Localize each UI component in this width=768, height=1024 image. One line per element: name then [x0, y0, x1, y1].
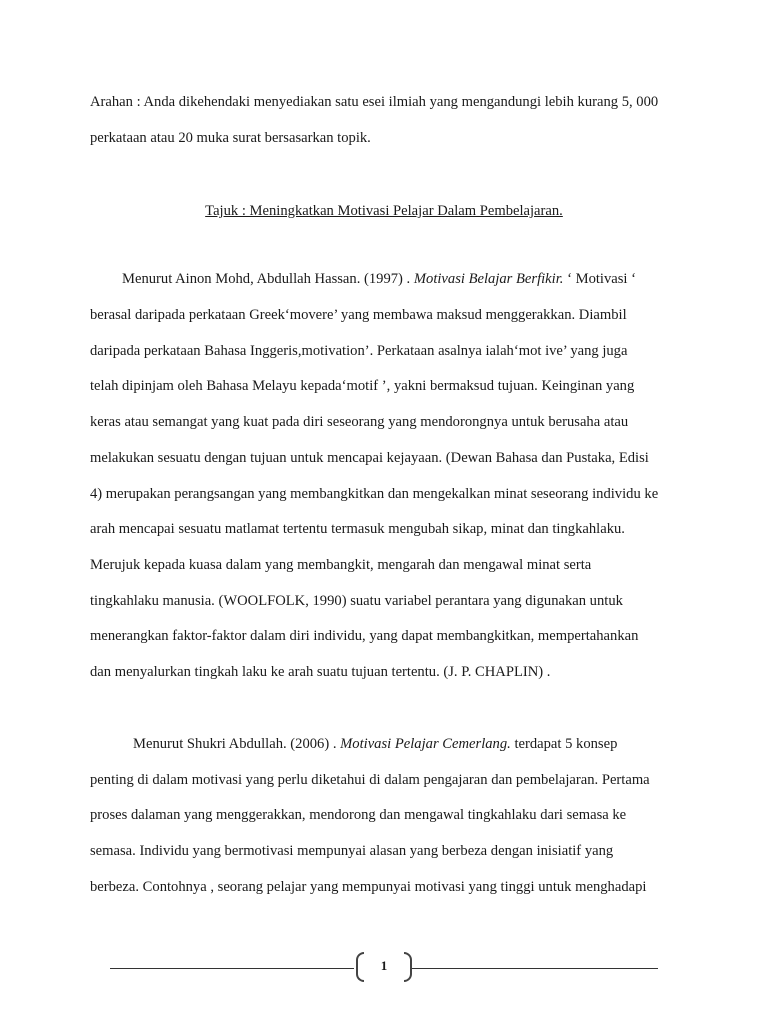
left-brace-icon	[356, 952, 364, 982]
para2-line-4: semasa. Individu yang bermotivasi mempunyai alasan yang berbeza dengan inisiatif yang	[90, 843, 614, 859]
para1-line-11: menerangkan faktor-faktor dalam diri individu, yang dapat membangkitkan, mempertahankan	[90, 628, 639, 644]
footer-rule-right	[412, 968, 658, 969]
footer-rule-left	[110, 968, 354, 969]
para2-citation: Menurut Shukri Abdullah. (2006) .	[133, 736, 341, 752]
para2-line-1-end: terdapat 5 konsep	[510, 736, 618, 752]
para1-line-7: 4) merupakan perangsangan yang membangkitkan dan mengekalkan minat seseorang individu ke	[90, 486, 659, 502]
para1-line-1	[122, 271, 636, 288]
para1-line-8: arah mencapai sesuatu matlamat tertentu termasuk mengubah sikap, minat dan tingkahlaku.	[90, 521, 625, 537]
para1-line-9: Merujuk kepada kuasa dalam yang membangkit, mengarah dan mengawal minat serta	[90, 557, 592, 573]
para1-citation: Menurut Ainon Mohd, Abdullah Hassan. (1997) .	[122, 271, 414, 287]
para1-line-12: dan menyalurkan tingkah laku ke arah suatu tujuan tertentu. (J. P. CHAPLIN) .	[90, 664, 551, 680]
para2-line-3: proses dalaman yang menggerakkan, mendorong dan mengawal tingkahlaku dari semasa ke	[90, 807, 627, 823]
page-footer	[110, 952, 658, 986]
para1-line-3: daripada perkataan Bahasa Inggeris,motivation’. Perkataan asalnya ialah‘mot ive’ yang juga	[90, 343, 628, 359]
para1-line-6: melakukan sesuatu dengan tujuan untuk mencapai kejayaan. (Dewan Bahasa dan Pustaka, Edisi	[90, 450, 649, 466]
essay-title: Tajuk : Meningkatkan Motivasi Pelajar Dalam Pembelajaran.	[205, 203, 563, 219]
para2-line-1	[133, 736, 617, 753]
para2-line-2: penting di dalam motivasi yang perlu diketahui di dalam pengajaran dan pembelajaran. Pertama	[90, 772, 650, 788]
page-number: 1	[380, 958, 388, 973]
right-brace-icon	[404, 952, 412, 982]
para2-book-title: Motivasi Pelajar Cemerlang.	[340, 736, 511, 752]
para1-line-5: keras atau semangat yang kuat pada diri seseorang yang mendorongnya untuk berusaha atau	[90, 414, 629, 430]
para1-book-title: Motivasi Belajar Berfikir.	[413, 271, 564, 287]
instruction-line-2: perkataan atau 20 muka surat bersasarkan topik.	[90, 130, 371, 146]
para1-line-1-end: ‘ Motivasi ‘	[563, 271, 636, 287]
para1-line-10: tingkahlaku manusia. (WOOLFOLK, 1990) suatu variabel perantara yang digunakan untuk	[90, 593, 623, 609]
para1-line-4: telah dipinjam oleh Bahasa Melayu kepada‘motif ’, yakni bermaksud tujuan. Keinginan yang	[90, 378, 635, 394]
para2-line-5: berbeza. Contohnya , seorang pelajar yang mempunyai motivasi yang tinggi untuk menghadapi	[90, 879, 647, 895]
para1-line-2: berasal daripada perkataan Greek‘movere’ yang membawa maksud menggerakkan. Diambil	[90, 307, 627, 323]
instruction-line-1: Arahan : Anda dikehendaki menyediakan satu esei ilmiah yang mengandungi lebih kurang 5, 000	[90, 94, 659, 110]
